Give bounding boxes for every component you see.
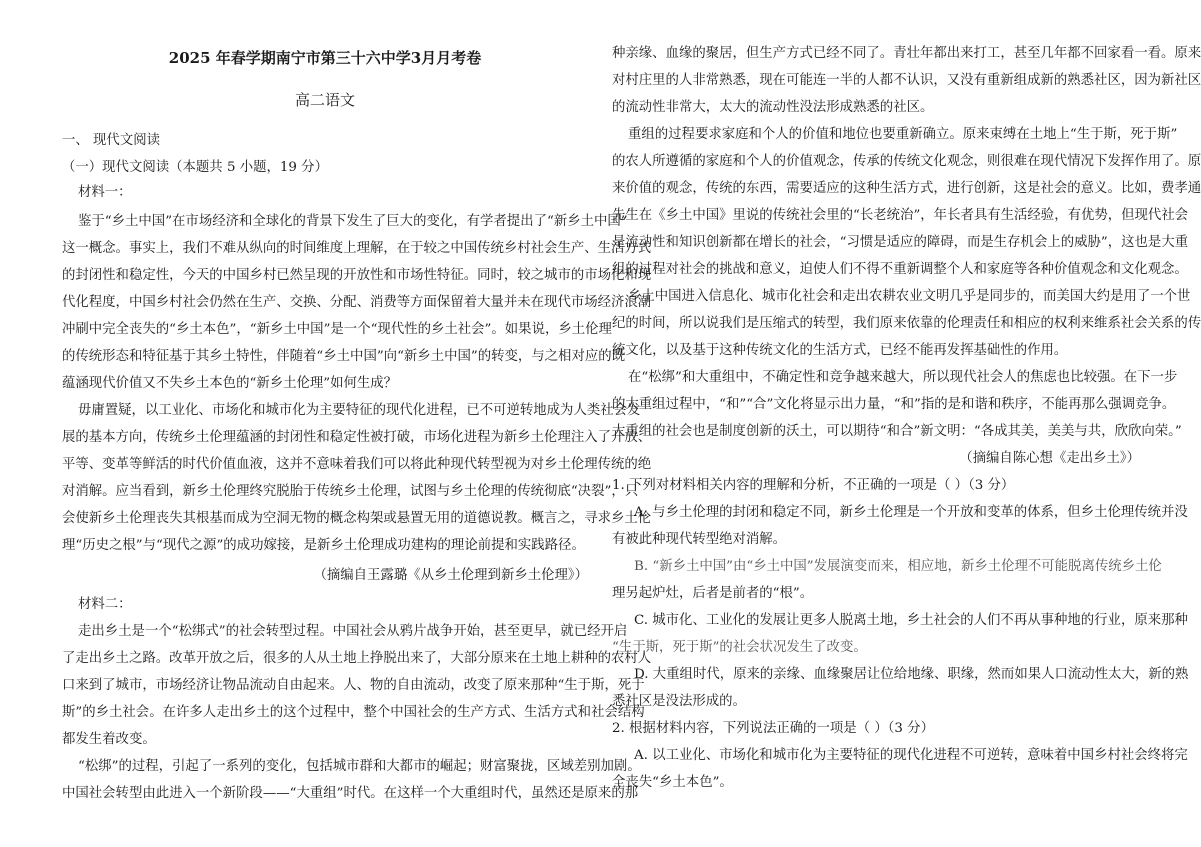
- paragraph-line: 展的基本方向，传统乡土伦理蕴涵的封闭性和稳定性被打破，市场化进程为新乡土伦理注入了开放、: [62, 430, 652, 445]
- question-1-option-a: A. 与乡土伦理的封闭和稳定不同，新乡土伦理是一个开放和变革的体系，但乡土伦理传统并没: [634, 505, 1188, 520]
- question-1-option-d: D. 大重组时代，原来的亲缘、血缘聚居让位给地缘、职缘，然而如果人口流动性太大，新的熟: [634, 667, 1189, 682]
- paragraph-line: 口来到了城市，市场经济让物品流动自由起来。人、物的自由流动，改变了原来那种“生于斯，死于: [62, 678, 645, 693]
- paragraph-line: 组的过程对社会的挑战和意义，迫使人们不得不重新调整个人和家庭等各种价值观念和文化观念。: [612, 262, 1188, 277]
- paragraph-line: 中国社会转型由此进入一个新阶段——“大重组”时代。在这样一个大重组时代，虽然还是原来的那: [62, 786, 639, 801]
- paragraph-line: 的农人所遵循的家庭和个人的价值观念，传承的传统文化观念，则很难在现代情况下发挥作用了。原: [612, 154, 1201, 169]
- paragraph-line: 鉴于“乡土中国”在市场经济和全球化的背景下发生了巨大的变化，有学者提出了“新乡土中国”: [78, 214, 628, 229]
- paragraph-line: 重组的过程要求家庭和个人的价值和地位也要重新确立。原来束缚在土地上“生于斯，死于斯”: [628, 127, 1178, 142]
- paragraph-line: 平等、变革等鲜活的时代价值血液，这并不意味着我们可以将此种现代转型视为对乡土伦理传统的绝: [62, 457, 652, 472]
- material1-label: 材料一：: [78, 185, 132, 200]
- question-1-option-a-cont: 有被此种现代转型绝对消解。: [612, 532, 787, 547]
- paragraph-line: 对消解。应当看到，新乡土伦理终究脱胎于传统乡土伦理，试图与乡土伦理的传统彻底“决裂”，只: [62, 484, 639, 499]
- question-1-option-d-cont: 悉社区是没法形成的。: [612, 694, 746, 709]
- paragraph-line: 理“历史之根”与“现代之源”的成功嫁接，是新乡土伦理成功建构的理论前提和实践路径。: [62, 538, 585, 553]
- question-1-option-b-cont: 理另起炉灶，后者是前者的“根”。: [612, 586, 814, 601]
- paragraph-line: 的传统形态和特征基于其乡土特性，伴随着“乡土中国”向“新乡土中国”的转变，与之相对应的既: [62, 349, 626, 364]
- paragraph-line: “松绑”的过程，引起了一系列的变化，包括城市群和大都市的崛起；财富聚拢，区域差别加剧。: [78, 759, 641, 774]
- paragraph-line: 大重组的社会也是制度创新的沃土，可以期待“和合”新文明：“各成其美，美美与共，欣欣向荣。”: [612, 424, 1182, 439]
- exam-subject: 高二语文: [294, 91, 355, 109]
- paragraph-line: 斯”的乡土社会。在许多人走出乡土的这个过程中，整个中国社会的生产方式、生活方式和社会结构: [62, 705, 645, 720]
- paragraph-line: 冲刷中完全丧失的“乡土本色”，“新乡土中国”是一个“现代性的乡土社会”。如果说，乡土伦理: [62, 322, 612, 337]
- question-2-option-a: A. 以工业化、市场化和城市化为主要特征的现代化进程不可逆转，意味着中国乡村社会终将完: [634, 748, 1188, 763]
- material1-source: （摘编自王露璐《从乡土伦理到新乡土伦理》）: [313, 568, 588, 583]
- question-2-option-a-cont: 全丧失“乡土本色”。: [612, 775, 733, 790]
- paragraph-line: 都发生着改变。: [62, 732, 156, 747]
- part-heading: （一）现代文阅读（本题共 5 小题，19 分）: [62, 160, 328, 175]
- paragraph-line: 对村庄里的人非常熟悉，现在可能连一半的人都不认识，又没有重新组成新的熟悉社区，因为新社区: [612, 73, 1201, 88]
- question-1-option-c: C. 城市化、工业化的发展让更多人脱离土地，乡土社会的人们不再从事种地的行业，原来那种: [634, 613, 1188, 628]
- paragraph-line: 的流动性非常大，太大的流动性没法形成熟悉的社区。: [612, 100, 934, 115]
- paragraph-line: 是流动性和知识创新都在增长的社会，“习惯是适应的障碍，而是生存机会上的威胁”，这也是大重: [612, 235, 1189, 250]
- paragraph-line: 的大重组过程中，“和”“合”文化将显示出力量，“和”指的是和谐和秩序，不能再那么强调竞争。: [612, 397, 1176, 412]
- paragraph-line: 统文化，以及基于这种传统文化的生活方式，已经不能再发挥基础性的作用。: [612, 343, 1068, 358]
- paragraph-line: 的封闭性和稳定性，今天的中国乡村已然呈现的开放性和市场性特征。同时，较之城市的市场化和现: [62, 268, 652, 283]
- paragraph-line: 蕴涵现代价值又不失乡土本色的“新乡土伦理”如何生成？: [62, 376, 398, 391]
- paragraph-line: 会使新乡土伦理丧失其根基而成为空洞无物的概念构架或悬置无用的道德说教。概言之，寻求乡土伦: [62, 511, 652, 526]
- paragraph-line: 纪的时间，所以说我们是压缩式的转型，我们原来依靠的伦理责任和相应的权利来维系社会关系的传: [612, 316, 1201, 331]
- material2-label: 材料二：: [78, 597, 132, 612]
- paragraph-line: 种亲缘、血缘的聚居，但生产方式已经不同了。青壮年都出来打工，甚至几年都不回家看一看。原来: [612, 46, 1201, 61]
- question-1-option-b: B. “新乡土中国”由“乡土中国”发展演变而来，相应地，新乡土伦理不可能脱离传统乡土伦: [634, 559, 1162, 574]
- paragraph-line: 了走出乡土之路。改革开放之后，很多的人从土地上挣脱出来了，大部分原来在土地上耕种的农村人: [62, 651, 652, 666]
- paragraph-line: 来价值的观念，传统的东西，需要适应的这种生活方式，进行创新，这是社会的意义。比如，费孝通: [612, 181, 1201, 196]
- paragraph-line: 在“松绑”和大重组中，不确定性和竞争越来越大，所以现代社会人的焦虑也比较强。在下一步: [628, 370, 1178, 385]
- question-1-option-c-cont: “生于斯，死于斯”的社会状况发生了改变。: [612, 640, 867, 655]
- question-2-stem: 2. 根据材料内容，下列说法正确的一项是（ ）（3 分）: [612, 721, 934, 736]
- paragraph-line: 乡土中国进入信息化、城市化社会和走出农耕农业文明几乎是同步的，而美国大约是用了一个世: [628, 289, 1191, 304]
- paragraph-line: 先生在《乡土中国》里说的传统社会里的“长老统治”，年长者具有生活经验，有优势，但现代社会: [612, 208, 1189, 223]
- paragraph-line: 这一概念。事实上，我们不难从纵向的时间维度上理解，在于较之中国传统乡村社会生产、生活方式: [62, 241, 652, 256]
- exam-title: 2025 年春学期南宁市第三十六中学3月月考卷: [168, 49, 482, 67]
- paragraph-line: 代化程度，中国乡村社会仍然在生产、交换、分配、消费等方面保留着大量并未在现代市场经济浪潮: [62, 295, 652, 310]
- paragraph-line: 走出乡土是一个“松绑式”的社会转型过程。中国社会从鸦片战争开始，甚至更早，就已经开启: [78, 624, 628, 639]
- material2-source: （摘编自陈心想《走出乡土》）: [959, 451, 1140, 466]
- question-1-stem: 1. 下列对材料相关内容的理解和分析，不正确的一项是（ ）（3 分）: [612, 478, 1015, 493]
- paragraph-line: 毋庸置疑，以工业化、市场化和城市化为主要特征的现代化进程，已不可逆转地成为人类社会发: [78, 403, 641, 418]
- section-heading: 一、 现代文阅读: [62, 133, 160, 148]
